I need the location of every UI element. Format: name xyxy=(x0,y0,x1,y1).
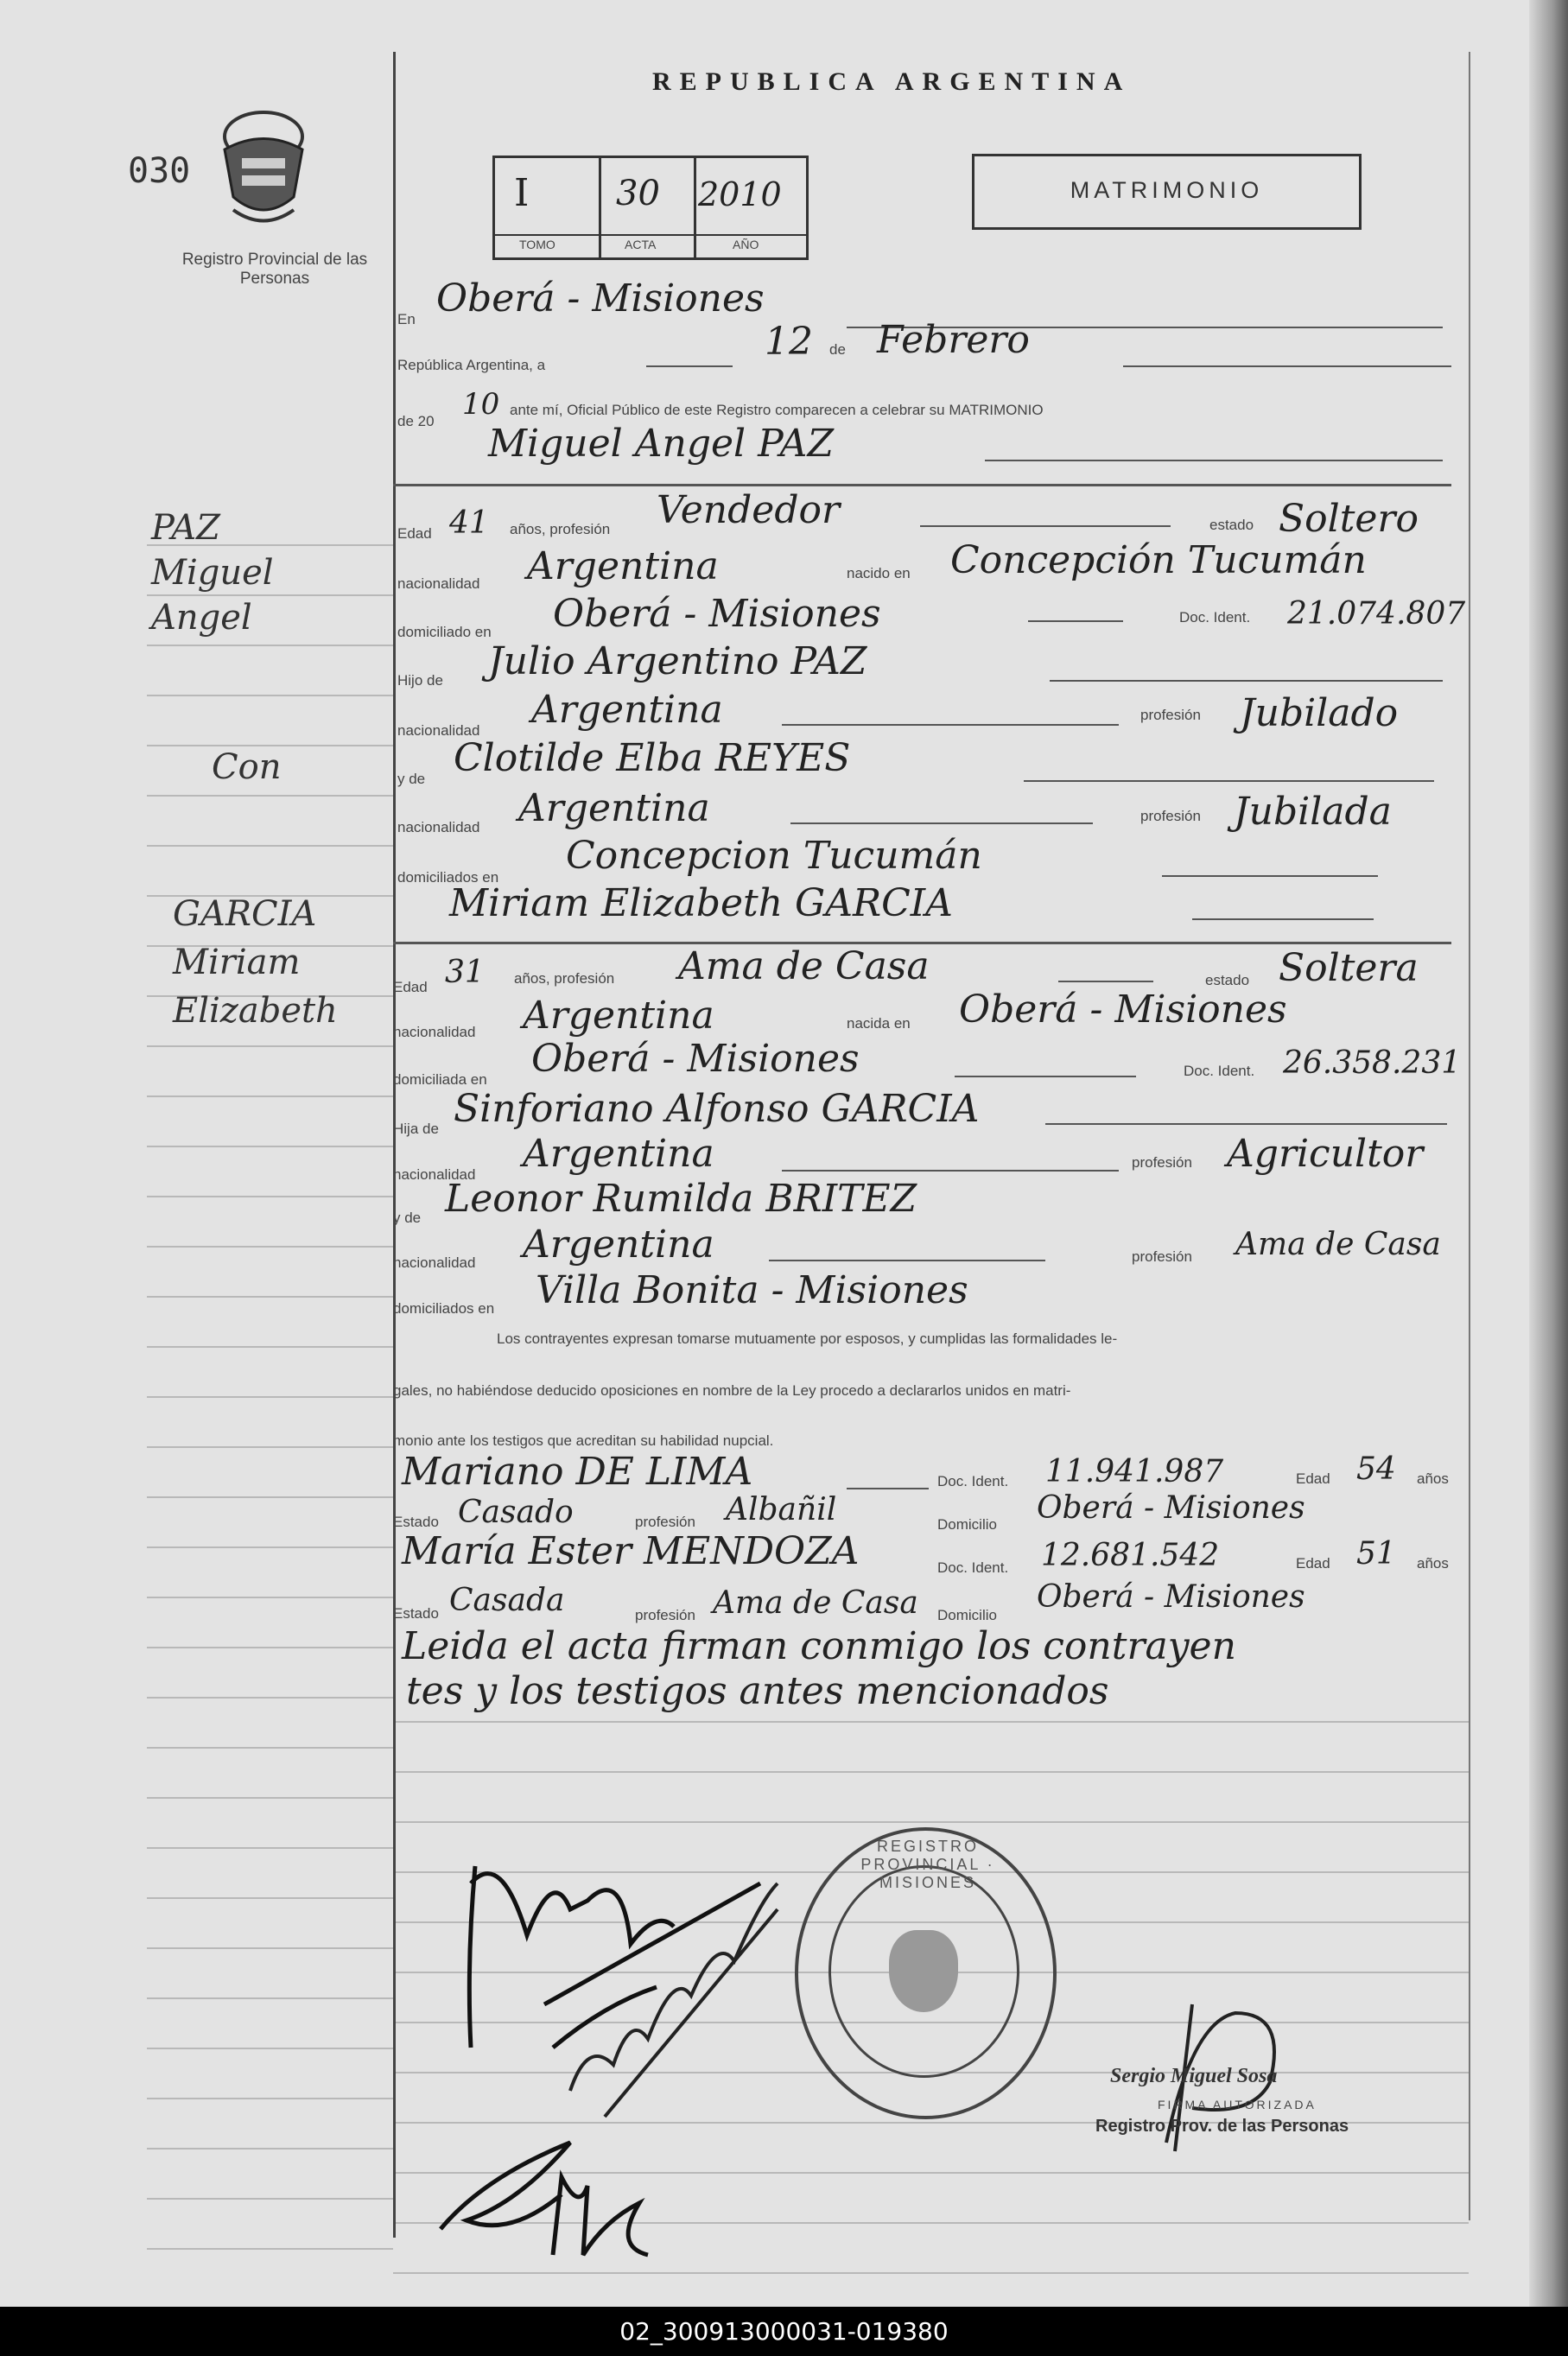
witness-2-doc: 12.681.542 xyxy=(1041,1538,1220,1573)
bride-nationality: Argentina xyxy=(523,994,714,1038)
groom-parents-dom-label: domiciliados en xyxy=(397,869,499,886)
declaration-line-2: gales, no habiéndose deducido oposiciones en nombre de la Ley procedo a declararlos unidos en matri- xyxy=(393,1382,1071,1399)
witness-2-doc-label: Doc. Ident. xyxy=(937,1559,1009,1576)
officer-registry: Registro Prov. de las Personas xyxy=(1095,2117,1349,2136)
witness-1-edad-label: Edad xyxy=(1296,1470,1330,1487)
page-edge xyxy=(1529,0,1568,2307)
registry-label: Registro Provincial de las Personas xyxy=(181,251,368,288)
year-prefix: de 20 xyxy=(397,413,435,429)
ruled-line xyxy=(147,1095,393,1097)
witness-2-age: 51 xyxy=(1356,1536,1396,1572)
bride-mother-nationality: Argentina xyxy=(523,1222,714,1267)
day-value: 12 xyxy=(765,320,813,364)
acta-value: 30 xyxy=(616,174,660,213)
witness-1-anos-label: años xyxy=(1417,1470,1449,1487)
groom-dom-label: domiciliado en xyxy=(397,624,492,640)
groom-prof-label: años, profesión xyxy=(510,521,611,537)
coat-of-arms-icon xyxy=(207,102,320,232)
ruled-line xyxy=(393,1771,1469,1773)
ruled-line xyxy=(147,645,393,646)
folio-number: 030 xyxy=(128,151,191,191)
ano-label: AÑO xyxy=(733,238,759,251)
month-value: Febrero xyxy=(877,318,1030,362)
groom-yde-label: y de xyxy=(397,771,426,787)
ano-value: 2010 xyxy=(698,175,782,213)
witness-2-anos-label: años xyxy=(1417,1555,1449,1572)
ruled-line xyxy=(147,845,393,847)
witness-2-prof-label: profesión xyxy=(635,1607,695,1623)
ruled-line xyxy=(393,1821,1469,1823)
ruled-line xyxy=(147,1997,393,1999)
witness-1-age: 54 xyxy=(1356,1451,1396,1487)
witness-2-profession: Ama de Casa xyxy=(713,1585,918,1621)
ruled-line xyxy=(147,2098,393,2099)
witness-1-domicile: Oberá - Misiones xyxy=(1037,1490,1305,1526)
groom-mother-profession: Jubilada xyxy=(1234,790,1392,834)
groom-age: 41 xyxy=(449,505,489,541)
witness-signatures xyxy=(432,2125,691,2264)
bride-father: Sinforiano Alfonso GARCIA xyxy=(454,1087,980,1131)
bride-prof-label: años, profesión xyxy=(514,970,615,987)
groom-age-label: Edad xyxy=(397,525,432,542)
en-label: En xyxy=(397,311,416,327)
ruled-line xyxy=(393,1721,1469,1723)
statement-text: ante mí, Oficial Público de este Registro comparecen a celebrar su MATRIMONIO xyxy=(510,402,1044,418)
tomo-label: TOMO xyxy=(519,238,555,251)
margin-divider xyxy=(393,52,396,2238)
witness-1-name: Mariano DE LIMA xyxy=(402,1450,753,1494)
act-box xyxy=(492,156,809,260)
closing-line-1: Leida el acta firman conmigo los contrayen xyxy=(402,1624,1236,1668)
groom-nationality: Argentina xyxy=(527,544,719,588)
witness-2-estado-label: Estado xyxy=(393,1605,439,1622)
witness-2-edad-label: Edad xyxy=(1296,1555,1330,1572)
ruled-line xyxy=(147,1296,393,1298)
ruled-line xyxy=(147,1346,393,1348)
place-value: Oberá - Misiones xyxy=(436,276,765,321)
groom-father-nac-label: nacionalidad xyxy=(397,722,480,739)
witness-2-domicile: Oberá - Misiones xyxy=(1037,1579,1305,1615)
margin-groom-name: PAZ Miguel Angel xyxy=(151,508,274,638)
ruled-line xyxy=(147,1246,393,1248)
ruled-line xyxy=(147,1947,393,1949)
bride-parents-domicile: Villa Bonita - Misiones xyxy=(536,1268,968,1312)
ruled-line xyxy=(147,2048,393,2049)
groom-mother-nac-label: nacionalidad xyxy=(397,819,480,835)
ruled-line xyxy=(147,1647,393,1648)
ruled-line xyxy=(147,1546,393,1548)
ruled-line xyxy=(147,2248,393,2250)
right-border xyxy=(1469,52,1470,2220)
bride-estado-label: estado xyxy=(1205,972,1250,988)
declaration-line-3: monio ante los testigos que acreditan su habilidad nupcial. xyxy=(393,1432,774,1449)
bride-birthplace: Oberá - Misiones xyxy=(959,987,1287,1032)
groom-father: Julio Argentino PAZ xyxy=(488,639,867,683)
ruled-line xyxy=(393,2272,1469,2274)
officer-role: FIRMA AUTORIZADA xyxy=(1158,2098,1317,2112)
groom-domicile: Oberá - Misiones xyxy=(553,592,881,636)
ruled-line xyxy=(147,1797,393,1799)
declaration-line-1: Los contrayentes expresan tomarse mutuamente por esposos, y cumplidas las formalidades le- xyxy=(497,1330,1118,1347)
bride-father-nac-label: nacionalidad xyxy=(393,1166,476,1183)
bride-mother-profession: Ama de Casa xyxy=(1235,1227,1441,1262)
tomo-value: I xyxy=(514,171,530,215)
ruled-line xyxy=(147,1396,393,1398)
bride-profession: Ama de Casa xyxy=(678,944,930,988)
ruled-line xyxy=(147,1446,393,1448)
bride-mother-prof-label: profesión xyxy=(1132,1248,1192,1265)
bride-yde-label: y de xyxy=(393,1210,422,1226)
ruled-line xyxy=(147,1597,393,1598)
ruled-line xyxy=(147,1897,393,1899)
ruled-line xyxy=(147,1847,393,1849)
groom-father-profession: Jubilado xyxy=(1240,691,1399,735)
acta-label: ACTA xyxy=(625,238,657,251)
ruled-line xyxy=(147,2148,393,2150)
bride-born-label: nacida en xyxy=(847,1015,911,1032)
de-label: de xyxy=(829,341,846,358)
bride-nac-label: nacionalidad xyxy=(393,1024,476,1040)
margin-bride-name: GARCIA Miriam Elizabeth xyxy=(173,894,338,1031)
ruled-line xyxy=(147,1697,393,1699)
witness-1-estado: Casado xyxy=(458,1495,574,1530)
groom-name: Miguel Angel PAZ xyxy=(488,422,835,466)
witness-1-profession: Albañil xyxy=(726,1492,837,1527)
official-seal-icon xyxy=(795,1827,1057,2119)
groom-birthplace: Concepción Tucumán xyxy=(950,538,1367,582)
groom-mother: Clotilde Elba REYES xyxy=(454,736,851,780)
bride-signature xyxy=(553,1866,812,2125)
year-suffix: 10 xyxy=(462,387,500,422)
ruled-line xyxy=(147,695,393,696)
ruled-line xyxy=(147,1045,393,1047)
officer-name: Sergio Miguel Sosa xyxy=(1110,2065,1278,2087)
bride-domicile: Oberá - Misiones xyxy=(531,1037,860,1081)
ruled-line xyxy=(147,1196,393,1197)
bride-doc: 26.358.231 xyxy=(1283,1045,1462,1081)
groom-doc-label: Doc. Ident. xyxy=(1179,609,1251,626)
rep-label: República Argentina, a xyxy=(397,357,546,373)
witness-1-prof-label: profesión xyxy=(635,1514,695,1530)
groom-born-label: nacido en xyxy=(847,565,911,581)
witness-1-doc-label: Doc. Ident. xyxy=(937,1473,1009,1489)
bride-dom-label: domiciliada en xyxy=(393,1071,487,1088)
bride-father-profession: Agricultor xyxy=(1227,1132,1424,1176)
act-type-box xyxy=(972,154,1362,230)
bride-hija-label: Hija de xyxy=(393,1121,439,1137)
ruled-line xyxy=(147,1146,393,1147)
groom-mother-prof-label: profesión xyxy=(1140,808,1201,824)
bride-father-prof-label: profesión xyxy=(1132,1154,1192,1171)
ruled-line xyxy=(147,1496,393,1498)
ruled-line xyxy=(147,2198,393,2200)
groom-father-prof-label: profesión xyxy=(1140,707,1201,723)
groom-parents-domicile: Concepcion Tucumán xyxy=(566,834,982,878)
groom-nac-label: nacionalidad xyxy=(397,575,480,592)
margin-con: Con xyxy=(212,747,282,787)
country-heading: REPUBLICA ARGENTINA xyxy=(652,67,1132,96)
bride-age-label: Edad xyxy=(393,979,428,995)
closing-line-2: tes y los testigos antes mencionados xyxy=(406,1669,1109,1713)
groom-estado-label: estado xyxy=(1209,517,1254,533)
bride-parents-dom-label: domiciliados en xyxy=(393,1300,495,1317)
seal-text: REGISTRO PROVINCIAL · MISIONES xyxy=(860,1838,995,1891)
ruled-line xyxy=(147,795,393,797)
witness-1-doc: 11.941.987 xyxy=(1045,1454,1224,1489)
groom-profession: Vendedor xyxy=(657,488,841,532)
bride-doc-label: Doc. Ident. xyxy=(1184,1063,1255,1079)
act-type-label: MATRIMONIO xyxy=(1070,177,1264,203)
witness-2-name: María Ester MENDOZA xyxy=(402,1529,860,1573)
witness-1-estado-label: Estado xyxy=(393,1514,439,1530)
bride-father-nationality: Argentina xyxy=(523,1132,714,1176)
image-code-footer: 02_300913000031-019380 xyxy=(0,2307,1568,2356)
groom-father-nationality: Argentina xyxy=(531,688,723,732)
witness-2-dom-label: Domicilio xyxy=(937,1607,997,1623)
bride-age: 31 xyxy=(445,955,485,990)
witness-1-dom-label: Domicilio xyxy=(937,1516,997,1533)
bride-mother-nac-label: nacionalidad xyxy=(393,1254,476,1271)
witness-2-estado: Casada xyxy=(449,1583,565,1618)
groom-doc: 21.074.807 xyxy=(1287,596,1466,632)
groom-hijo-label: Hijo de xyxy=(397,672,443,689)
bride-estado: Soltera xyxy=(1279,946,1419,990)
bride-mother: Leonor Rumilda BRITEZ xyxy=(445,1177,917,1221)
groom-estado: Soltero xyxy=(1279,497,1419,541)
bride-name: Miriam Elizabeth GARCIA xyxy=(449,881,953,925)
ruled-line xyxy=(147,1747,393,1749)
groom-mother-nationality: Argentina xyxy=(518,786,710,830)
